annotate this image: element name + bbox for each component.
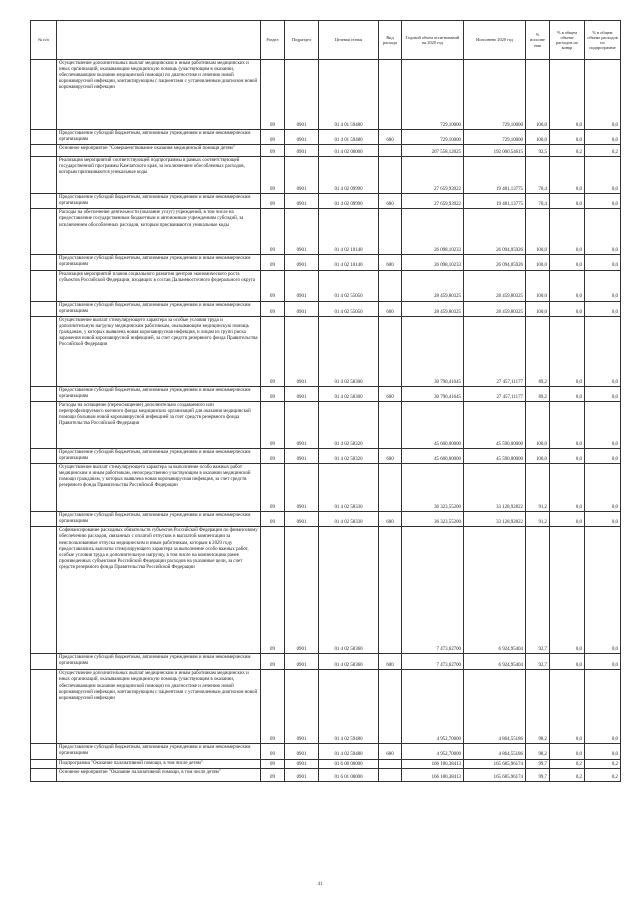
cell-vr <box>379 145 402 157</box>
cell-share-total: 0,2 <box>550 768 585 781</box>
cell-num <box>31 316 57 386</box>
cell-razdel: 09 <box>261 512 285 527</box>
cell-podrazdel: 0901 <box>285 744 319 759</box>
cell-share-subprog: 0,0 <box>585 512 621 527</box>
cell-pct: 100,0 <box>526 60 550 130</box>
table-row <box>31 654 621 670</box>
cell-share-subprog: 0,0 <box>585 670 621 744</box>
col-header-pct: % исполне ния <box>526 21 550 60</box>
cell-csr: 01 4 02 59480 <box>319 744 379 759</box>
cell-share-subprog: 0,0 <box>585 464 621 512</box>
cell-name: Предоставление субсидий бюджетным, автономным учреждениям и иным некоммерческим организациям <box>57 301 261 316</box>
cell-plan: 26 098,10233 <box>402 209 464 255</box>
cell-share-total: 0,0 <box>550 270 585 301</box>
cell-share-subprog: 0,0 <box>585 60 621 130</box>
cell-podrazdel: 0901 <box>285 130 319 145</box>
cell-podrazdel: 0901 <box>285 194 319 209</box>
cell-fact: 27 457,11177 <box>464 316 526 386</box>
cell-vr <box>379 270 402 301</box>
cell-podrazdel: 0901 <box>285 401 319 448</box>
cell-podrazdel: 0901 <box>285 301 319 316</box>
cell-fact: 729,10000 <box>464 60 526 130</box>
cell-num <box>31 130 57 145</box>
cell-share-subprog: 0,0 <box>585 255 621 270</box>
cell-csr: 01 4 02 58320 <box>319 401 379 448</box>
cell-share-subprog: 0,0 <box>585 157 621 194</box>
cell-podrazdel: 0901 <box>285 316 319 386</box>
cell-vr <box>379 670 402 744</box>
cell-razdel: 09 <box>261 768 285 781</box>
cell-fact: 27 457,11177 <box>464 386 526 401</box>
cell-vr: 600 <box>379 448 402 463</box>
cell-share-total: 0,0 <box>550 255 585 270</box>
col-header-num: № п/п <box>31 21 57 60</box>
table-header-row <box>31 21 621 60</box>
cell-num <box>31 157 57 194</box>
cell-num <box>31 744 57 759</box>
cell-fact: 28 459,80325 <box>464 301 526 316</box>
cell-num <box>31 60 57 130</box>
cell-pct: 98,2 <box>526 744 550 759</box>
cell-pct: 70,4 <box>526 157 550 194</box>
cell-pct: 100,0 <box>526 255 550 270</box>
cell-share-total: 0,0 <box>550 209 585 255</box>
table-row <box>31 448 621 463</box>
table-row <box>31 209 621 255</box>
table-row <box>31 386 621 401</box>
cell-share-subprog: 0,0 <box>585 301 621 316</box>
cell-plan: 729,10000 <box>402 60 464 130</box>
cell-name: Предоставление субсидий бюджетным, автономным учреждениям и иным некоммерческим организациям <box>57 654 261 670</box>
cell-pct: 99,7 <box>526 759 550 768</box>
cell-pct: 100,0 <box>526 448 550 463</box>
cell-share-subprog: 0,0 <box>585 209 621 255</box>
cell-plan: 27 659,93922 <box>402 194 464 209</box>
cell-csr: 01 4 02 00000 <box>319 145 379 157</box>
cell-podrazdel: 0901 <box>285 386 319 401</box>
cell-plan: 28 459,80325 <box>402 270 464 301</box>
cell-name: Реализация мероприятий соответствующей подпрограммы в рамках соответствующей государственной программы Камчатского края, за исключением обособленных расходов, которым присваиваются уникальные коды <box>57 157 261 194</box>
table-row <box>31 464 621 512</box>
cell-vr: 600 <box>379 255 402 270</box>
cell-fact: 4 864,55186 <box>464 744 526 759</box>
cell-csr: 01 4 02 58360 <box>319 527 379 654</box>
table-row <box>31 759 621 768</box>
cell-share-subprog: 0,2 <box>585 759 621 768</box>
cell-num <box>31 301 57 316</box>
table-row <box>31 512 621 527</box>
cell-podrazdel: 0901 <box>285 60 319 130</box>
cell-share-subprog: 0,0 <box>585 654 621 670</box>
cell-plan: 27 659,93922 <box>402 157 464 194</box>
cell-share-total: 0,0 <box>550 464 585 512</box>
cell-razdel: 09 <box>261 270 285 301</box>
cell-share-subprog: 0,0 <box>585 316 621 386</box>
cell-podrazdel: 0901 <box>285 512 319 527</box>
cell-name: Расходы на обеспечение деятельности (оказание услуг) учреждений, в том числе на предоставление государственным бюджетным и автономным учреждениям субсидий, за исключением обособленных расходов, которым присваиваются уникальные коды <box>57 209 261 255</box>
cell-pct: 70,4 <box>526 194 550 209</box>
cell-csr: 01 6 00 00000 <box>319 759 379 768</box>
cell-pct: 100,0 <box>526 301 550 316</box>
col-header-share-subprog: % в общем объеме расходов по подпрограмме <box>585 21 621 60</box>
cell-fact: 26 094,05926 <box>464 255 526 270</box>
cell-fact: 729,10000 <box>464 130 526 145</box>
cell-share-total: 0,0 <box>550 316 585 386</box>
cell-podrazdel: 0901 <box>285 209 319 255</box>
cell-num <box>31 464 57 512</box>
cell-csr: 01 4 02 58300 <box>319 386 379 401</box>
cell-share-total: 0,0 <box>550 386 585 401</box>
cell-share-total: 0,0 <box>550 670 585 744</box>
cell-csr: 01 4 02 10140 <box>319 255 379 270</box>
cell-fact: 4 864,55186 <box>464 670 526 744</box>
cell-fact: 19 481,13775 <box>464 194 526 209</box>
cell-num <box>31 759 57 768</box>
cell-plan: 28 459,80325 <box>402 301 464 316</box>
cell-num <box>31 670 57 744</box>
cell-name: Софинансирование расходных обязательств субъектов Российской Федерации по финансовому обеспечению расходов, связанных с оплатой отпусков и выплатой компенсации за неиспользованные отпуска медицинским и иным работникам, которым в 2020 году предоставлялись выплаты стимулирующего характера за выполнение особо важных работ, особые условия труда и дополнительную нагрузку, в том числе на компенсацию ранее произведенных субъектами Российской Федерации расходов на указанные цели, за счет средств резервного фонда Правительства Российской Федерации <box>57 527 261 654</box>
table-row <box>31 270 621 301</box>
table-row <box>31 255 621 270</box>
cell-name: Осуществление выплат стимулирующего характера за особые условия труда и дополнительную нагрузку медицинским работникам, оказывающим медицинскую помощь гражданам, у которых выявлена новая коронавирусная инфекция, и лицам из групп риска заражения новой коронавирусной инфекцией, за счет средств резервного фонда Правительства Российской Федерации <box>57 316 261 386</box>
cell-share-subprog: 0,0 <box>585 270 621 301</box>
cell-podrazdel: 0901 <box>285 157 319 194</box>
cell-plan: 45 600,00000 <box>402 401 464 448</box>
cell-share-total: 0,0 <box>550 448 585 463</box>
cell-vr: 600 <box>379 654 402 670</box>
cell-podrazdel: 0901 <box>285 670 319 744</box>
budget-report-sheet <box>30 20 620 782</box>
cell-name: Осуществление дополнительных выплат медицинским и иным работникам медицинских и иных организаций, оказывающим медицинскую помощь (участвующим в оказании, обеспечивающим оказание медицинской помощи) по диагностике и лечению новой коронавирусной инфекции, контактирующим с пациентами с установленным диагнозом новой коронавирусной инфекции <box>57 60 261 130</box>
table-row <box>31 130 621 145</box>
cell-razdel: 09 <box>261 670 285 744</box>
cell-share-total: 0,0 <box>550 130 585 145</box>
cell-plan: 45 600,00000 <box>402 448 464 463</box>
cell-podrazdel: 0901 <box>285 527 319 654</box>
cell-share-total: 0,2 <box>550 759 585 768</box>
cell-name: Предоставление субсидий бюджетным, автономным учреждениям и иным некоммерческим организациям <box>57 386 261 401</box>
cell-razdel: 09 <box>261 744 285 759</box>
cell-csr: 01 4 02 58330 <box>319 464 379 512</box>
table-row <box>31 670 621 744</box>
cell-vr <box>379 401 402 448</box>
cell-razdel: 09 <box>261 401 285 448</box>
cell-fact: 192 000,54615 <box>464 145 526 157</box>
cell-name: Реализация мероприятий планов социального развития центров экономического роста субъектов Российской Федерации, входящих в состав Дальневосточного федерального округа <box>57 270 261 301</box>
cell-plan: 36 323,55200 <box>402 512 464 527</box>
cell-fact: 6 924,95404 <box>464 654 526 670</box>
col-header-fact: Исполнено 2020 год <box>464 21 526 60</box>
cell-csr: 01 4 02 09990 <box>319 157 379 194</box>
cell-pct: 89,2 <box>526 316 550 386</box>
budget-table <box>30 20 621 782</box>
table-row <box>31 145 621 157</box>
cell-fact: 19 481,13775 <box>464 157 526 194</box>
table-row <box>31 527 621 654</box>
cell-pct: 100,0 <box>526 401 550 448</box>
cell-share-subprog: 0,0 <box>585 386 621 401</box>
cell-csr: 01 4 01 59480 <box>319 60 379 130</box>
cell-name: Осуществление дополнительных выплат медицинским и иным работникам медицинских и иных организаций, оказывающим медицинскую помощь (участвующим в оказании, обеспечивающим оказание медицинской помощи) по диагностике и лечению новой коронавирусной инфекции, контактирующим с пациентами с установленным диагнозом новой коронавирусной инфекции <box>57 670 261 744</box>
cell-podrazdel: 0901 <box>285 145 319 157</box>
cell-vr <box>379 759 402 768</box>
cell-pct: 99,7 <box>526 768 550 781</box>
col-header-razdel: Раздел <box>261 21 285 60</box>
cell-num <box>31 194 57 209</box>
cell-csr: 01 6 01 00000 <box>319 768 379 781</box>
cell-pct: 89,2 <box>526 386 550 401</box>
cell-pct: 91,2 <box>526 512 550 527</box>
cell-num <box>31 270 57 301</box>
table-row <box>31 157 621 194</box>
cell-csr: 01 4 02 09990 <box>319 194 379 209</box>
cell-razdel: 09 <box>261 386 285 401</box>
cell-csr: 01 4 02 10140 <box>319 209 379 255</box>
cell-share-subprog: 0,2 <box>585 145 621 157</box>
col-header-share-total: % в общем объеме расходов по конкр <box>550 21 585 60</box>
cell-razdel: 09 <box>261 60 285 130</box>
cell-plan: 166 180,38413 <box>402 768 464 781</box>
cell-name: Предоставление субсидий бюджетным, автономным учреждениям и иным некоммерческим организациям <box>57 194 261 209</box>
table-row <box>31 768 621 781</box>
cell-fact: 165 685,96174 <box>464 768 526 781</box>
cell-razdel: 09 <box>261 255 285 270</box>
col-header-name <box>57 21 261 60</box>
cell-share-total: 0,0 <box>550 527 585 654</box>
table-row <box>31 194 621 209</box>
cell-vr: 600 <box>379 512 402 527</box>
cell-plan: 4 952,70000 <box>402 744 464 759</box>
cell-csr: 01 4 02 58300 <box>319 316 379 386</box>
cell-share-subprog: 0,0 <box>585 527 621 654</box>
cell-name: Предоставление субсидий бюджетным, автономным учреждениям и иным некоммерческим организациям <box>57 512 261 527</box>
cell-plan: 729,10000 <box>402 130 464 145</box>
cell-pct: 92,7 <box>526 527 550 654</box>
cell-razdel: 09 <box>261 654 285 670</box>
cell-num <box>31 145 57 157</box>
cell-razdel: 09 <box>261 145 285 157</box>
cell-vr: 600 <box>379 301 402 316</box>
cell-razdel: 09 <box>261 301 285 316</box>
cell-name: Предоставление субсидий бюджетным, автономным учреждениям и иным некоммерческим организациям <box>57 744 261 759</box>
cell-csr: 01 4 02 58330 <box>319 512 379 527</box>
cell-share-subprog: 0,0 <box>585 194 621 209</box>
cell-share-total: 0,0 <box>550 512 585 527</box>
col-header-csr: Целевая статья <box>319 21 379 60</box>
cell-fact: 26 094,05926 <box>464 209 526 255</box>
cell-razdel: 09 <box>261 464 285 512</box>
cell-plan: 4 952,70000 <box>402 670 464 744</box>
cell-razdel: 09 <box>261 157 285 194</box>
cell-podrazdel: 0901 <box>285 448 319 463</box>
cell-razdel: 09 <box>261 448 285 463</box>
cell-fact: 33 128,92822 <box>464 464 526 512</box>
cell-share-subprog: 0,0 <box>585 744 621 759</box>
cell-num <box>31 654 57 670</box>
cell-share-total: 0,0 <box>550 301 585 316</box>
cell-razdel: 09 <box>261 130 285 145</box>
cell-num <box>31 512 57 527</box>
cell-csr: 01 4 02 58360 <box>319 654 379 670</box>
cell-share-total: 0,2 <box>550 145 585 157</box>
cell-num <box>31 209 57 255</box>
table-row <box>31 401 621 448</box>
cell-fact: 33 128,92822 <box>464 512 526 527</box>
cell-name: Предоставление субсидий бюджетным, автономным учреждениям и иным некоммерческим организациям <box>57 130 261 145</box>
cell-name: Подпрограмма "Оказание паллиативной помощи, в том числе детям" <box>57 759 261 768</box>
cell-share-subprog: 0,0 <box>585 401 621 448</box>
cell-name: Предоставление субсидий бюджетным, автономным учреждениям и иным некоммерческим организациям <box>57 255 261 270</box>
cell-pct: 98,2 <box>526 670 550 744</box>
cell-pct: 91,2 <box>526 464 550 512</box>
cell-podrazdel: 0901 <box>285 255 319 270</box>
cell-share-subprog: 0,2 <box>585 768 621 781</box>
cell-name: Основное мероприятие "Совершенствование оказания медицинской помощи детям" <box>57 145 261 157</box>
cell-share-total: 0,0 <box>550 60 585 130</box>
cell-num <box>31 527 57 654</box>
cell-share-total: 0,0 <box>550 744 585 759</box>
cell-plan: 7 473,62700 <box>402 527 464 654</box>
cell-vr <box>379 464 402 512</box>
cell-num <box>31 448 57 463</box>
table-row <box>31 301 621 316</box>
col-header-vr: Вид расхода <box>379 21 402 60</box>
cell-razdel: 09 <box>261 194 285 209</box>
cell-podrazdel: 0901 <box>285 768 319 781</box>
cell-fact: 45 590,00000 <box>464 401 526 448</box>
cell-fact: 45 590,00000 <box>464 448 526 463</box>
cell-csr: 01 4 01 59480 <box>319 130 379 145</box>
cell-share-subprog: 0,0 <box>585 448 621 463</box>
cell-csr: 01 4 02 59480 <box>319 670 379 744</box>
cell-plan: 30 790,41645 <box>402 316 464 386</box>
cell-share-total: 0,0 <box>550 654 585 670</box>
cell-pct: 100,0 <box>526 270 550 301</box>
cell-vr <box>379 768 402 781</box>
cell-podrazdel: 0901 <box>285 654 319 670</box>
cell-num <box>31 401 57 448</box>
cell-pct: 100,0 <box>526 130 550 145</box>
cell-pct: 92,5 <box>526 145 550 157</box>
cell-vr: 600 <box>379 130 402 145</box>
cell-name: Предоставление субсидий бюджетным, автономным учреждениям и иным некоммерческим организациям <box>57 448 261 463</box>
cell-csr: 01 4 02 55050 <box>319 270 379 301</box>
cell-fact: 165 685,96174 <box>464 759 526 768</box>
cell-name: Расходы на оснащение (переоснащение) дополнительно создаваемого или перепрофилируемого коечного фонда медицинских организаций для оказания медицинской помощи больным новой коронавирусной инфекцией за счет средств резервного фонда Правительства Российской Федерации <box>57 401 261 448</box>
cell-vr <box>379 60 402 130</box>
cell-plan: 166 180,38413 <box>402 759 464 768</box>
cell-razdel: 09 <box>261 527 285 654</box>
table-row <box>31 744 621 759</box>
cell-share-total: 0,0 <box>550 157 585 194</box>
cell-vr: 600 <box>379 194 402 209</box>
cell-share-total: 0,0 <box>550 401 585 448</box>
cell-razdel: 09 <box>261 209 285 255</box>
cell-fact: 6 924,95404 <box>464 527 526 654</box>
cell-plan: 36 323,55200 <box>402 464 464 512</box>
cell-fact: 28 459,80325 <box>464 270 526 301</box>
cell-vr: 600 <box>379 386 402 401</box>
cell-podrazdel: 0901 <box>285 270 319 301</box>
page-number: 41 <box>317 882 323 887</box>
cell-vr <box>379 527 402 654</box>
cell-share-subprog: 0,0 <box>585 130 621 145</box>
cell-csr: 01 4 02 55050 <box>319 301 379 316</box>
cell-podrazdel: 0901 <box>285 464 319 512</box>
table-row <box>31 60 621 130</box>
cell-vr: 600 <box>379 744 402 759</box>
cell-razdel: 09 <box>261 759 285 768</box>
cell-name: Осуществление выплат стимулирующего характера за выполнение особо важных работ медицинским и иным работникам, непосредственно участвующим в оказании медицинской помощи гражданам, у которых выявлена новая коронавирусная инфекция, за счет средств резервного фонда Правительства Российской Федерации <box>57 464 261 512</box>
cell-num <box>31 255 57 270</box>
cell-plan: 26 098,10233 <box>402 255 464 270</box>
cell-num <box>31 386 57 401</box>
cell-plan: 207 558,12025 <box>402 145 464 157</box>
cell-vr <box>379 316 402 386</box>
cell-razdel: 09 <box>261 316 285 386</box>
col-header-podrazdel: Подраздел <box>285 21 319 60</box>
cell-plan: 7 473,62700 <box>402 654 464 670</box>
cell-vr <box>379 157 402 194</box>
cell-podrazdel: 0901 <box>285 759 319 768</box>
cell-num <box>31 768 57 781</box>
cell-plan: 30 790,41645 <box>402 386 464 401</box>
cell-csr: 01 4 02 58320 <box>319 448 379 463</box>
table-row <box>31 316 621 386</box>
cell-pct: 100,0 <box>526 209 550 255</box>
cell-name: Основное мероприятие "Оказание паллиативной помощи, в том числе детям" <box>57 768 261 781</box>
cell-share-total: 0,0 <box>550 194 585 209</box>
cell-vr <box>379 209 402 255</box>
col-header-plan: Годовой объем ассигнований на 2020 год <box>402 21 464 60</box>
cell-pct: 92,7 <box>526 654 550 670</box>
